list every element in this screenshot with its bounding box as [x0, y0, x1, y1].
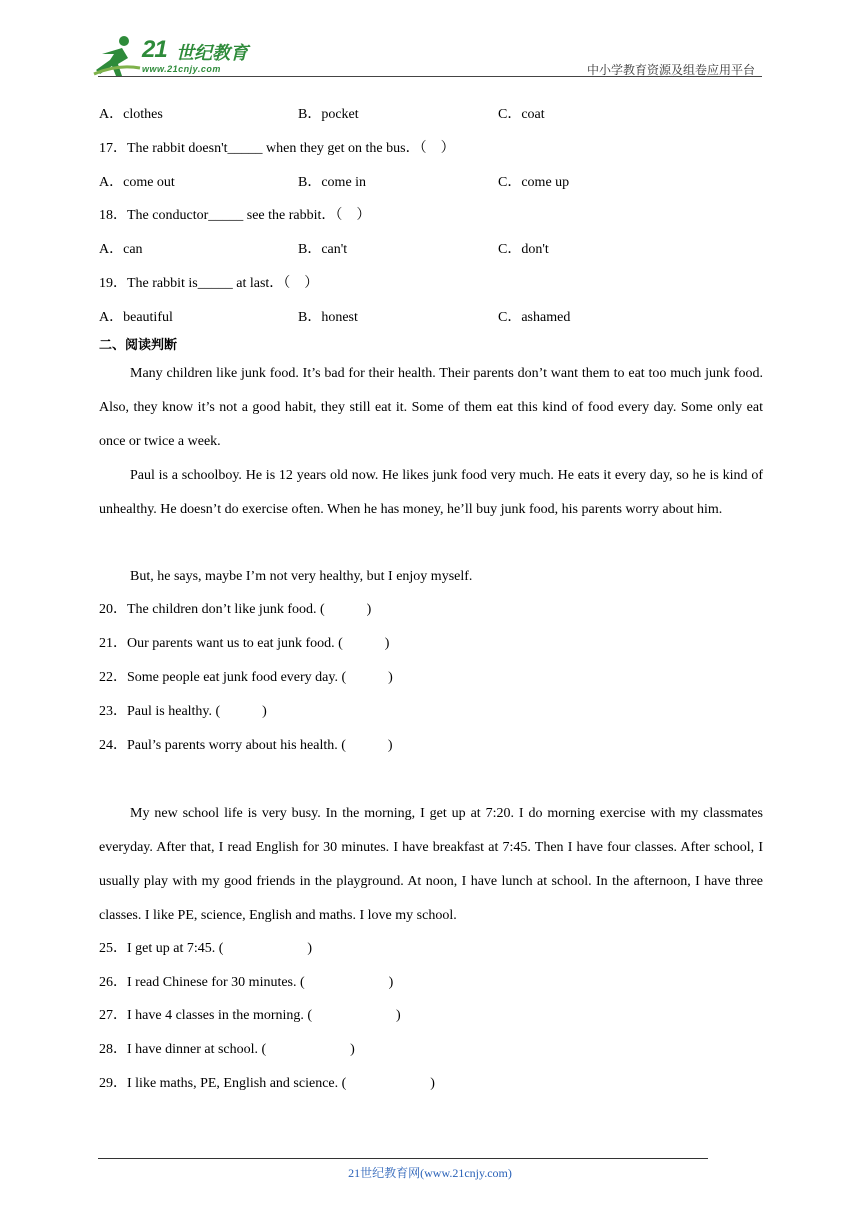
question-17: 17．The rabbit doesn't_____ when they get on the bus．（ ）	[99, 141, 455, 156]
footer-link[interactable]: 21世纪教育网(www.21cnjy.com)	[348, 1166, 512, 1180]
site-logo	[92, 34, 262, 78]
question-21: 21．Our parents want us to eat junk food. ( )	[99, 636, 390, 651]
question-23: 23．Paul is healthy. ( )	[99, 704, 267, 719]
option-17-b: B．come in	[298, 175, 367, 190]
question-19: 19．The rabbit is_____ at last．（ ）	[99, 276, 319, 291]
option-17-c: C．come up	[498, 175, 570, 190]
question-25: 25．I get up at 7:45. ( )	[99, 941, 313, 956]
question-22: 22．Some people eat junk food every day. ( )	[99, 670, 393, 685]
passage-2: My new school life is very busy. In the morning, I get up at 7:20. I do morning exercise with my classmates everyday. After that, I read English for 30 minutes. I have breakfast at 7:45. Then I have four classes. After school, I usually play with my good friends in the playground. At noon, I have lunch at school. In the afternoon, I have three classes. I like PE, science, English and maths. I love my school.	[99, 806, 763, 923]
option-18-a: A．can	[99, 242, 143, 257]
question-18: 18．The conductor_____ see the rabbit．（ ）	[99, 208, 371, 223]
runner-logo-icon	[92, 34, 142, 78]
option-19-a: A．beautiful	[99, 310, 173, 325]
platform-title: 中小学教育资源及组卷应用平台	[586, 63, 755, 77]
logo-chinese-text: 世纪教育	[176, 43, 248, 64]
footer-divider	[98, 1158, 708, 1159]
question-28: 28．I have dinner at school. ( )	[99, 1042, 355, 1057]
question-20: 20．The children don’t like junk food. ( )	[99, 602, 372, 617]
option-17-a: A．come out	[99, 175, 175, 190]
logo-number: 21	[142, 36, 167, 63]
option-18-b: B．can't	[298, 242, 348, 257]
option-19-b: B．honest	[298, 310, 358, 325]
logo-url: www.21cnjy.com	[142, 64, 221, 74]
question-26: 26．I read Chinese for 30 minutes. ( )	[99, 975, 394, 990]
option-18-c: C．don't	[498, 242, 549, 257]
option-16-b: B．pocket	[298, 107, 359, 122]
passage-1-paragraph-1: Many children like junk food. It’s bad for their health. Their parents don’t want them to eat too much junk food. Also, they know it’s not a good habit, they still eat it. Some of them eat this kind of food every day. Some only eat once or twice a week.	[99, 366, 763, 449]
question-29: 29．I like maths, PE, English and science. ( )	[99, 1076, 435, 1091]
option-16-c: C．coat	[498, 107, 545, 122]
passage-1-paragraph-2: Paul is a schoolboy. He is 12 years old now. He likes junk food very much. He eats it every day, so he is kind of unhealthy. He doesn’t do exercise often. When he has money, he’ll buy junk food, his parents worry about him.	[99, 468, 763, 517]
option-16-a: A．clothes	[99, 107, 163, 122]
passage-1-paragraph-3: But, he says, maybe I’m not very healthy, but I enjoy myself.	[130, 569, 473, 584]
question-24: 24．Paul’s parents worry about his health. ( )	[99, 738, 393, 753]
section-title: 二、阅读判断	[99, 338, 178, 353]
question-27: 27．I have 4 classes in the morning. ( )	[99, 1008, 401, 1023]
option-19-c: C．ashamed	[498, 310, 571, 325]
header-divider	[98, 76, 762, 77]
